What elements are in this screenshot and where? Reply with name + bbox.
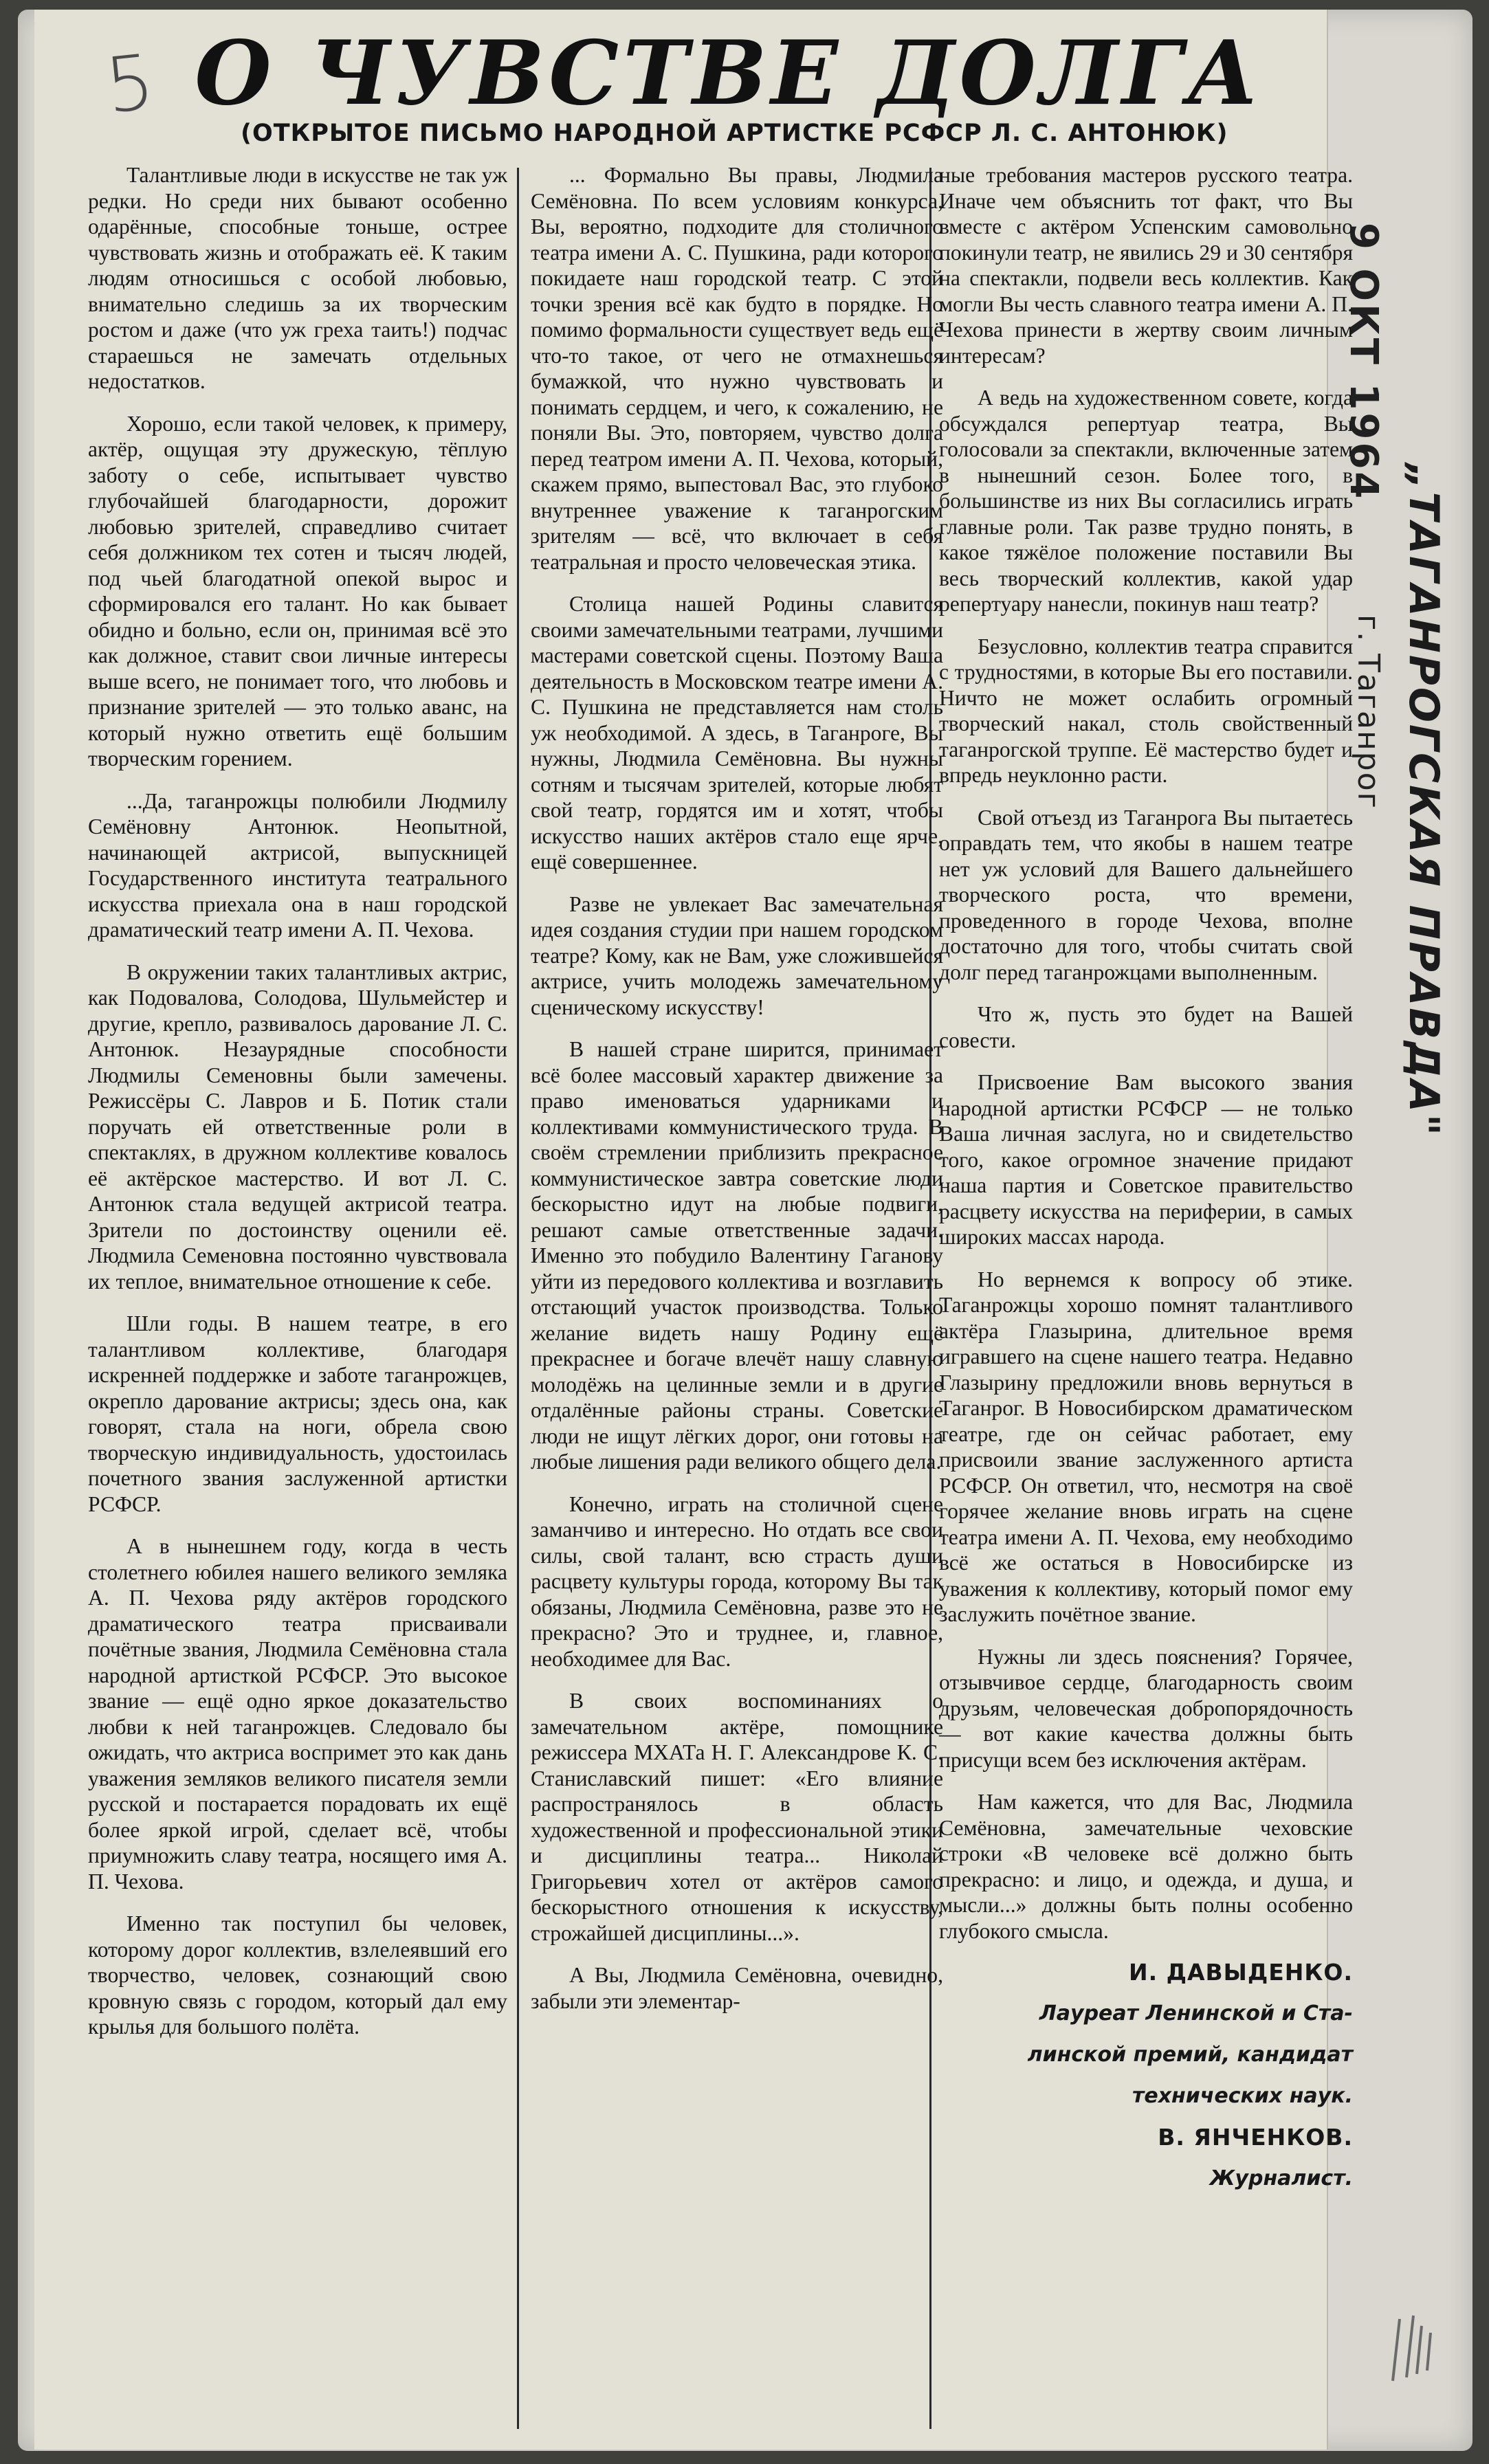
paragraph: В своих воспоминаниях о замечательном актёре, помощнике режиссера МХАТа Н. Г. Александрове К. С. Станиславский пишет: «Его влияние распространялось в область художественной и профессиональной этики и дисциплины театра... Николай Григорьевич хотел от актёров самого бескорыстного отношения к искусству, строжайшей дисциплины...». [531,1689,943,1945]
newspaper-city-stamp: г. Таганрог [1351,614,1386,810]
author-name: В. ЯНЧЕНКОВ. [1158,2124,1353,2151]
article-column-1 [88,162,507,2056]
archive-sheet [18,10,1473,2451]
paragraph: Талантливые люди в искусстве не так уж редки. Но среди них бывают особенно одарённые, способные тоньше, острее чувствовать жизнь и отображать её. К таким людям относишься с особой любовью, внимательно следишь за их творческим ростом и даже (что уж греха таить!) подчас стараешься не замечать отдельных недостатков. [88,163,507,393]
paragraph: ...Да, таганрожцы полюбили Людмилу Семёновну Антонюк. Неопытной, начинающей актрисой, выпускницей Государственного института театрального искусства приехала она в наш городской драматический театр имени А. П. Чехова. [88,788,507,942]
paragraph: Но вернемся к вопросу об этике. Таганрожцы хорошо помнят талантливого актёра Глазырина, длительное время игравшего на сцене нашего театра. Недавно Глазырину предложили вновь вернуться в Таганрог. В Новосибирском драматическом театре, где он сейчас работает, ему присвоили звание заслуженного артиста РСФСР. Он ответил, что, несмотря на своё горячее желание вновь играть на сцене театра имени А. П. Чехова, ему необходимо всё же остаться в Новосибирске из уважения к коллективу, который помог ему заслужить почётное звание. [939,1267,1353,1626]
paragraph: Конечно, играть на столичной сцене заманчиво и интересно. Но отдать все свои силы, свой талант, всю страсть души расцвету культуры города, которому Вы так обязаны, Людмила Семёновна, разве это не прекрасно? Это и труднее, и, главное, необходимее для Вас. [531,1491,943,1671]
article-headline: О ЧУВСТВЕ ДОЛГА [195,22,1263,125]
paragraph: А в нынешнем году, когда в честь столетнего юбилея нашего великого земляка А. П. Чехова ряду актёров городского драматического театра присваивали почётные звания, Людмила Семёновна стала народной артисткой РСФСР. Это высокое звание — ещё одно яркое доказательство любви к ней таганрожцев. Следовало бы ожидать, что актриса воспримет это как дань уважения земляков великого писателя земли русской и постарается порадовать их ещё более яркой игрой, сделает всё, чтобы приумножить славу театра, носящего имя А. П. Чехова. [88,1534,507,1894]
paragraph: Именно так поступил бы человек, которому дорог коллектив, взлелеявший его творчество, человек, сознающий свою кровную связь с городом, который дал ему крылья для большого полёта. [88,1911,507,2039]
article-column-3 [939,162,1353,2208]
author-title: линской премий, кандидат [1027,2043,1353,2067]
paragraph: Столица нашей Родины славится своими замечательными театрами, лучшими мастерами советской сцены. Поэтому Ваша деятельность в Московском театре имени А. С. Пушкина не представляется нам столь уж необходимой. А здесь, в Таганроге, Вы нужны, Людмила Семёновна. Вы нужны сотням и тысячам зрителей, которые любят свой театр, гордятся им и хотят, чтобы искусство наших актёров стало еще ярче, ещё совершеннее. [531,592,943,874]
author-name: И. ДАВЫДЕНКО. [1128,1959,1353,1986]
paragraph: Разве не увлекает Вас замечательная идея создания студии при нашем городском театре? Кому, как не Вам, уже сложившейся актрисе, учить молодежь замечательному сценическому искусству! [531,891,943,1019]
paragraph: В окружении таких талантливых актрис, как Подовалова, Солодова, Шульмейстер и другие, крепло, развивалось дарование Л. С. Антонюк. Незаурядные способности Людмилы Семеновны были замечены. Режиссёры С. Лавров и Б. Потик стали поручать ей ответственные роли в спектаклях, в дружном коллективе ковалось её актёрское мастерство. И вот Л. С. Антонюк стала ведущей актрисой театра. Зрители по достоинству оценили её. Людмила Семеновна постоянно чувствовала их теплое, внимательное отношение к себе. [88,959,507,1294]
paragraph: Хорошо, если такой человек, к примеру, актёр, ощущая эту дружескую, тёплую заботу о себе, испытывает чувство глубочайшей благодарности, дорожит любовью зрителей, справедливо считает себя должником тех сотен и тысяч людей, под чьей благодатной опекой вырос и сформировался его талант. Но как бывает обидно и больно, если он, принимая всё это как должное, ставит свои личные интересы выше всего, не понимает того, что любовь и признание зрителей — это только аванс, на который нужно ответить ещё большим творческим горением. [88,411,507,770]
paragraph: ные требования мастеров русского театра. Иначе чем объяснить тот факт, что Вы вместе с актёром Успенским самовольно покинули театр, не явились 29 и 30 сентября на спектакли, подвели весь коллектив. Как могли Вы честь славного театра имени А. П. Чехова принести в жертву своим личным интересам? [939,163,1353,368]
paragraph: Нам кажется, что для Вас, Людмила Семёновна, замечательные чеховские строки «В человеке всё должно быть прекрасно: и лицо, и одежда, и душа, и мысли...» должны быть полны особенно глубокого смысла. [939,1790,1353,1943]
pencil-scribble-icon [1379,2305,1441,2388]
paragraph: В нашей стране ширится, принимает всё более массовый характер движение за право именоваться ударниками и коллективами коммунистического труда. В своём стремлении приблизить прекрасное коммунистическое завтра советские люди бескорыстно идут на любые подвиги, решают самые ответственные задачи. Именно это побудило Валентину Гаганову уйти из передового коллектива и возглавить отстающий участок производства. Только желание видеть нашу Родину ещё прекраснее и богаче влечёт нашу славную молодёжь на целинные земли и в другие отдалённые районы страны. Советские люди не ищут лёгких дорог, они готовы на любые лишения ради великого общего дела. [531,1037,943,1474]
paragraph: Шли годы. В нашем театре, в его талантливом коллективе, благодаря искренней поддержке и заботе таганрожцев, окрепло дарование актрисы; здесь она, как говорят, стала на ноги, обрела свою творческую индивидуальность, удостоилась почетного звания заслуженной артистки РСФСР. [88,1311,507,1516]
paragraph: Присвоение Вам высокого звания народной артистки РСФСР — не только Ваша личная заслуга, но и свидетельство того, какое огромное значение придают наша партия и Советское правительство расцвету искусства на периферии, в самых широких массах народа. [939,1070,1353,1249]
newspaper-clipping [34,10,1353,2450]
author-title: Журналист. [1209,2166,1353,2190]
paragraph: Нужны ли здесь пояснения? Горячее, отзывчивое сердце, благодарность своим друзьям, человеческая добропорядочность — вот какие качества должны быть присущи всем без исключения актёрам. [939,1644,1353,1772]
article-subheadline: (ОТКРЫТОЕ ПИСЬМО НАРОДНОЙ АРТИСТКЕ РСФСР Л. С. АНТОНЮК) [241,120,1228,147]
newspaper-name-stamp: „ТАГАНРОГСКАЯ ПРАВДА" [1400,463,1448,1138]
handwritten-page-number: 5 [101,37,159,131]
stamp-date: 9 ОКТ 1964 [1341,223,1386,502]
signature-block [939,1960,1353,2191]
article-column-2 [531,162,943,2030]
paragraph: А Вы, Людмила Семёновна, очевидно, забыли эти элементар- [531,1963,943,2013]
author-title: технических наук. [1132,2084,1353,2108]
paragraph: Свой отъезд из Таганрога Вы пытаетесь оправдать тем, что якобы в нашем театре нет уж условий для Вашего дальнейшего творческого роста, что времени, проведенного в городе Чехова, вполне достаточно для того, чтобы считать свой долг перед таганрожцами выполненным. [939,805,1353,984]
paragraph: Что ж, пусть это будет на Вашей совести. [939,1002,1353,1052]
paragraph: ... Формально Вы правы, Людмила Семёновна. По всем условиям конкурса, Вы, вероятно, подходите для столичного театра имени А. С. Пушкина, ради которого покидаете наш городской театр. С этой точки зрения всё как будто в порядке. Но помимо формальности существует ведь ещё что-то такое, от чего не отмахнешься бумажкой, что нужно чувствовать и понимать сердцем, и чего, к сожалению, не поняли Вы. Это, повторяем, чувство долга перед театром имени А. П. Чехова, который, скажем прямо, выпестовал Вас, это глубоко внутреннее уважение к таганрогским зрителям — всё, что включает в себя театральная и просто человеческая этика. [531,163,943,574]
paragraph: А ведь на художественном совете, когда обсуждался репертуар театра, Вы голосовали за спектакли, включенные затем в нынешний сезон. Более того, в большинстве из них Вы согласились играть главные роли. Так разве трудно понять, в какое тяжёлое положение поставили Вы весь творческий коллектив, какой удар репертуару нанесли, покинув наш театр? [939,386,1353,616]
paragraph: Безусловно, коллектив театра справится с трудностями, в которые Вы его поставили. Ничто не может ослабить огромный творческий накал, столь свойственный таганрогской труппе. Её мастерство будет и впредь неуклонно расти. [939,634,1353,787]
column-divider [517,168,519,2429]
author-title: Лауреат Ленинской и Ста- [1039,2001,1353,2025]
